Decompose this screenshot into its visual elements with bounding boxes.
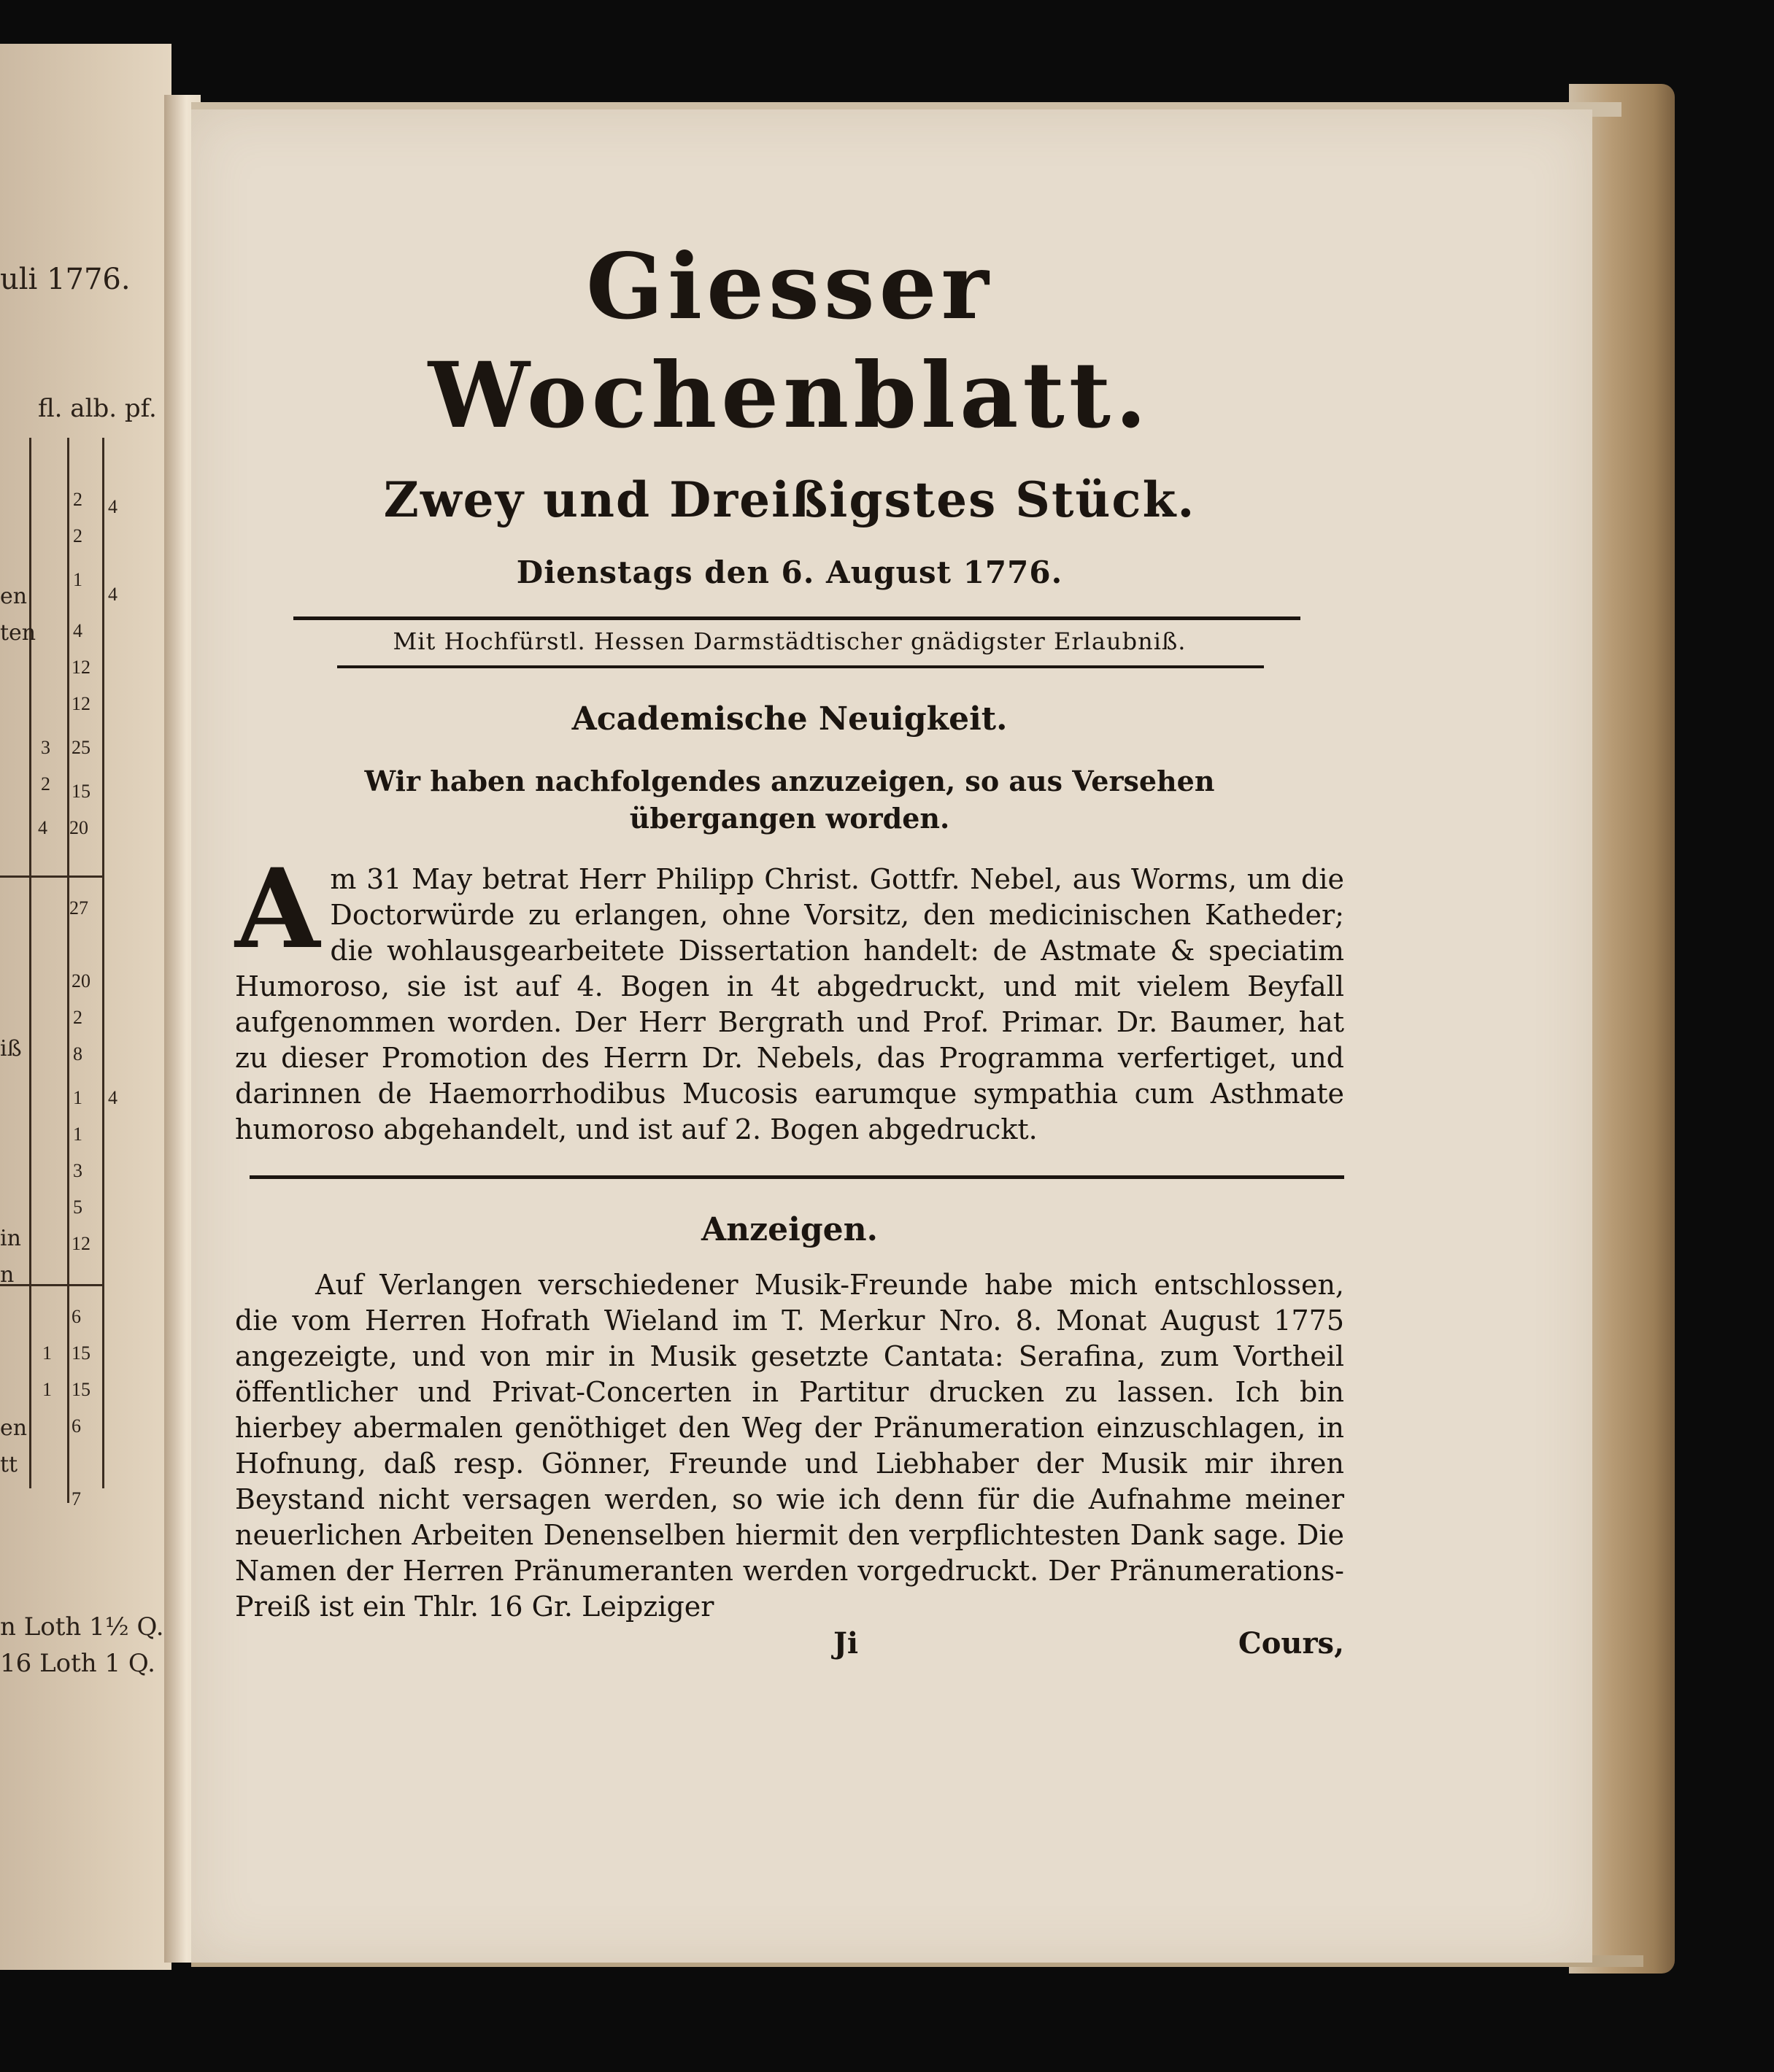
left-number: 15 [72,1379,90,1400]
left-number: 12 [72,693,90,714]
section-divider [250,1175,1344,1179]
masthead: Giesser Wochenblatt. [428,234,1152,449]
news-section-title: Academische Neuigkeit. [571,700,1008,738]
left-number: 8 [73,1043,82,1064]
news-subtitle: Wir haben nachfolgendes anzuzeigen, so aus Versehen übergangen worden. [364,764,1215,835]
left-rule [102,438,104,1488]
news-body: m 31 May betrat Herr Philipp Christ. Gottfr. Nebel, aus Worms, um die Doctorwürde zu erlangen, ohne Vorsitz, den medicinischen Katheder; die wohlausgearbeitete Dissertation handelt: de Astmate & speciatim Humoroso, sie ist auf 4. Bogen in 4t abgedruckt, und mit vielem Beyfall aufgenommen worden. Der Herr Bergrath und Prof. Primar. Dr. Baumer, hat zu dieser Promotion des Herrn Dr. Nebels, das Programma verfertiget, und darinnen de Haemorrhodibus Mucosis earumque sympathia cum Asthmate humoroso abgehandelt, und ist auf 2. Bogen abgedruckt. [235,863,1344,1146]
ads-section-title: Anzeigen. [701,1211,878,1249]
left-number: 7 [72,1488,81,1509]
left-number: 1 [42,1342,52,1364]
left-rule [0,875,102,878]
left-number: 6 [72,1306,81,1327]
signature-mark: Ji [833,1626,859,1661]
left-number: 1 [42,1379,52,1400]
left-number: 15 [72,781,90,802]
left-rule [29,438,31,1488]
left-number: 6 [72,1415,81,1437]
left-edge-word: in [0,1226,21,1251]
left-rule [0,1284,102,1286]
left-number: 3 [73,1160,82,1181]
left-number: 12 [72,657,90,678]
left-number: 27 [69,897,88,919]
left-number: 4 [108,1087,117,1108]
drop-cap: A [235,845,320,974]
permission-line: Mit Hochfürstl. Hessen Darmstädtischer gnädigster Erlaubniß. [393,627,1187,655]
left-number: 20 [72,970,90,991]
issue-number: Zwey und Dreißigstes Stück. [383,471,1196,528]
left-footer-line: 16 Loth 1 Q. [0,1649,155,1678]
ads-paragraph: Auf Verlangen verschiedener Musik-Freunde habe mich entschlossen, die vom Herren Hofrath Wieland im T. Merkur Nro. 8. Monat August 1775 angezeigte, und von mir in Musik gesetzte Cantata: Serafina, zum Vortheil öffentlicher und Privat-Concerten in Partitur drucken zu lassen. Ich bin hierbey abermalen genöthiget den Weg der Pränumeration einzuschlagen, in Hofnung, daß resp. Gönner, Freunde und Liebhaber der Musik mir ihren Beystand nicht versagen werden, so wie ich denn für die Aufnahme meiner neuerlichen Arbeiten Denenselben hiermit den verpflichtesten Dank sage. Die Namen der Herren Pränumeranten werden vorgedruckt. Der Pränumerations-Preiß ist ein Thlr. 16 Gr. Leipziger [235,1269,1344,1623]
left-edge-word: n [0,1262,15,1288]
left-number: 25 [72,737,90,758]
left-edge-word: ten [0,620,36,646]
left-edge-word: tt [0,1452,18,1477]
left-number: 4 [108,584,117,605]
left-number: 2 [41,773,50,795]
news-paragraph [235,845,1344,1148]
catchline [235,1626,1344,1661]
left-number: 2 [73,1007,82,1028]
left-column-headers: fl. alb. pf. [38,394,157,423]
left-number: 4 [73,620,82,641]
left-number: 15 [72,1342,90,1364]
left-edge-word: iß [0,1036,22,1062]
left-number: 12 [72,1233,90,1254]
left-number: 1 [73,1087,82,1108]
left-number: 5 [73,1197,82,1218]
left-number: 2 [73,489,82,510]
header-rule [293,616,1300,620]
newspaper-page [191,109,1592,1963]
left-page [0,44,171,1970]
left-number: 20 [69,817,88,838]
left-edge-word: en [0,584,28,609]
left-footer-line: n Loth 1½ Q. [0,1612,164,1642]
catchword: Cours, [1238,1626,1344,1661]
left-number: 2 [73,525,82,546]
issue-date: Dienstags den 6. August 1776. [516,554,1063,590]
header-rule [337,665,1264,668]
left-number: 4 [108,496,117,517]
left-rule [67,438,69,1503]
left-number: 1 [73,569,82,590]
left-header-fragment: uli 1776. [0,263,131,296]
page-content [235,233,1344,1661]
left-number: 1 [73,1124,82,1145]
left-number: 3 [41,737,50,758]
left-number: 4 [38,817,47,838]
left-edge-word: en [0,1415,28,1441]
